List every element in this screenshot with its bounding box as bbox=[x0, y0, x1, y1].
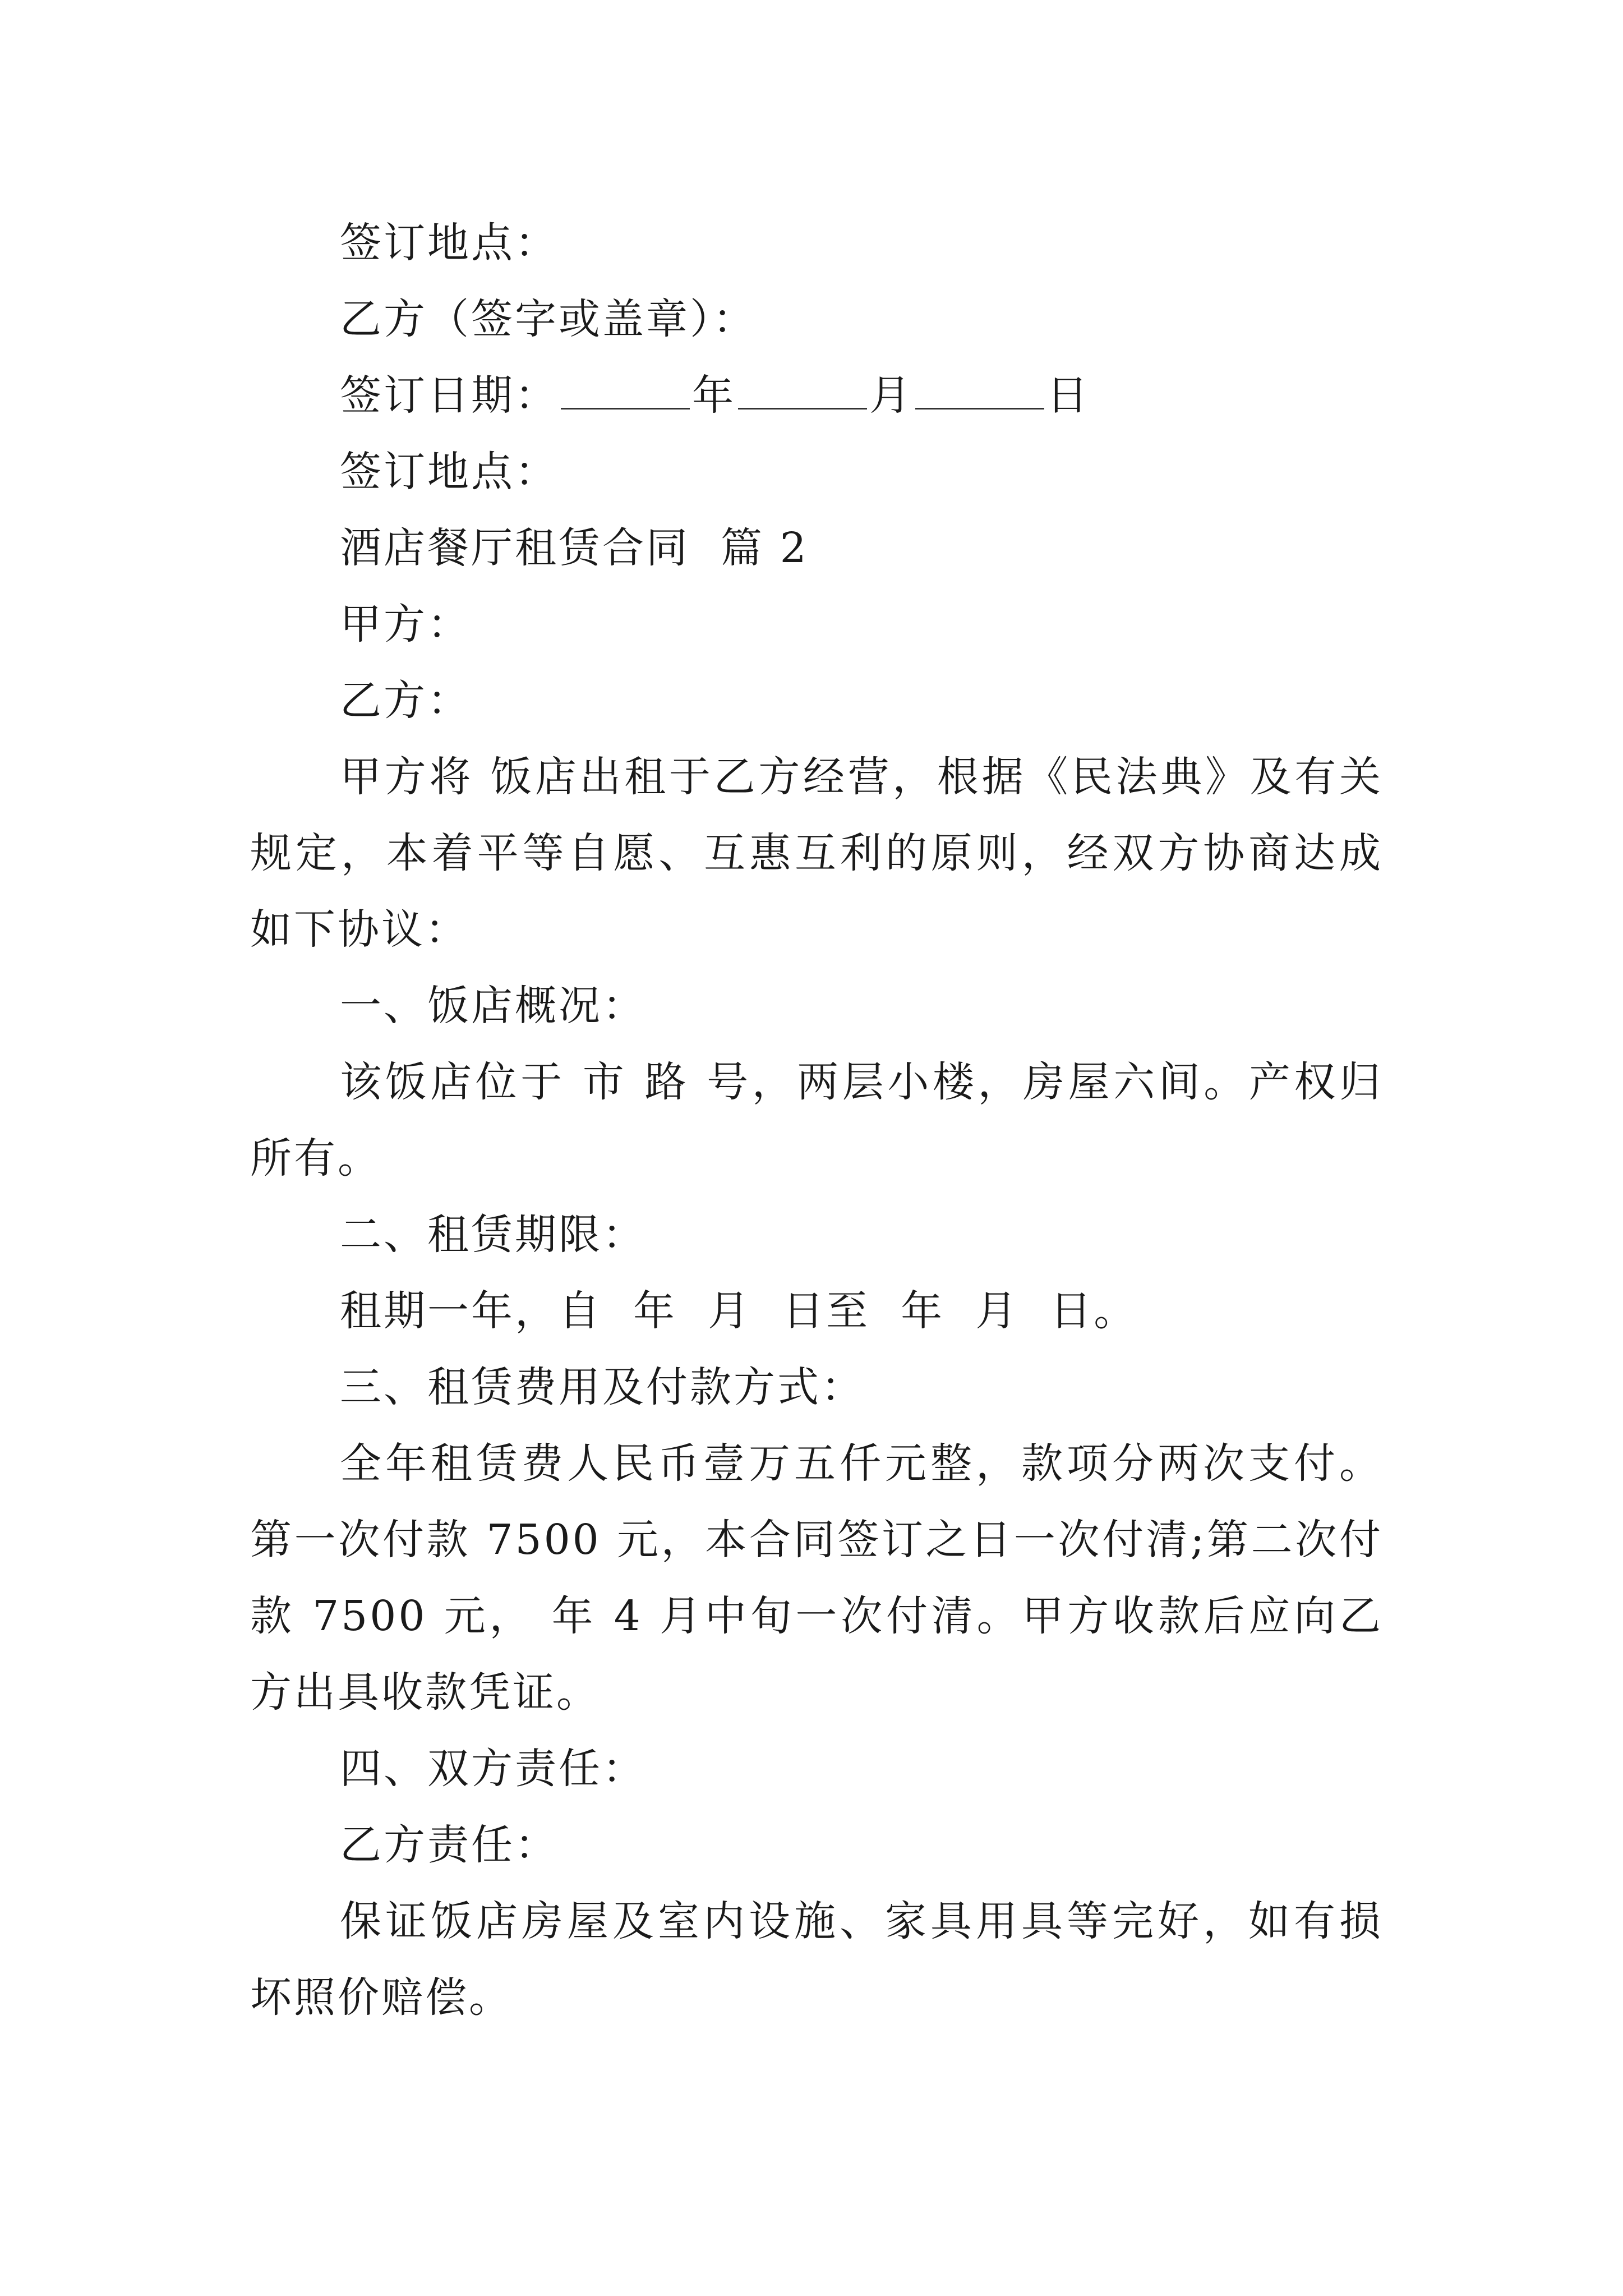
year-label: 年 bbox=[692, 371, 736, 420]
sign-date-line bbox=[250, 357, 1383, 434]
section-2-title: 二、租赁期限： bbox=[340, 1211, 646, 1259]
day-blank bbox=[915, 372, 1044, 409]
section-3-body: 全年租赁费人民币壹万五仟元整，款项分两次支付。第一次付款 7500 元，本合同签订之日一次付清;第二次付款 7500 元， 年 4 月中旬一次付清。甲方收款后应向乙方出具收款凭证。 bbox=[250, 1439, 1383, 1717]
section-2-body: 租期一年，自 年 月 日至 年 月 日。 bbox=[340, 1287, 1138, 1335]
party-b-line: 乙方： bbox=[340, 677, 471, 725]
party-b-duty-body: 保证饭店房屋及室内设施、家具用具等完好，如有损坏照价赔偿。 bbox=[250, 1897, 1383, 2022]
party-b-duty-title: 乙方责任： bbox=[340, 1821, 559, 1869]
document-body bbox=[250, 205, 1383, 2036]
section-3-title: 三、租赁费用及付款方式： bbox=[340, 1363, 865, 1411]
sign-place-line: 签订地点： bbox=[340, 219, 559, 267]
contract-title: 酒店餐厅租赁合同 篇 2 bbox=[340, 524, 809, 572]
sign-place-line-2: 签订地点： bbox=[340, 448, 559, 496]
party-b-signature-line: 乙方（签字或盖章）： bbox=[340, 295, 757, 343]
sign-date-label: 签订日期： bbox=[340, 371, 559, 420]
year-blank bbox=[561, 372, 690, 409]
section-1-title: 一、饭店概况： bbox=[340, 982, 646, 1030]
month-label: 月 bbox=[869, 371, 913, 420]
day-label: 日 bbox=[1046, 371, 1090, 420]
month-blank bbox=[738, 372, 867, 409]
section-1-body: 该饭店位于 市 路 号，两层小楼，房屋六间。产权归所有。 bbox=[250, 1058, 1383, 1182]
party-a-line: 甲方： bbox=[340, 600, 471, 648]
intro-paragraph: 甲方将 饭店出租于乙方经营，根据《民法典》及有关规定，本着平等自愿、互惠互利的原则，经双方协商达成如下协议： bbox=[250, 753, 1383, 954]
section-4-title: 四、双方责任： bbox=[340, 1745, 646, 1793]
